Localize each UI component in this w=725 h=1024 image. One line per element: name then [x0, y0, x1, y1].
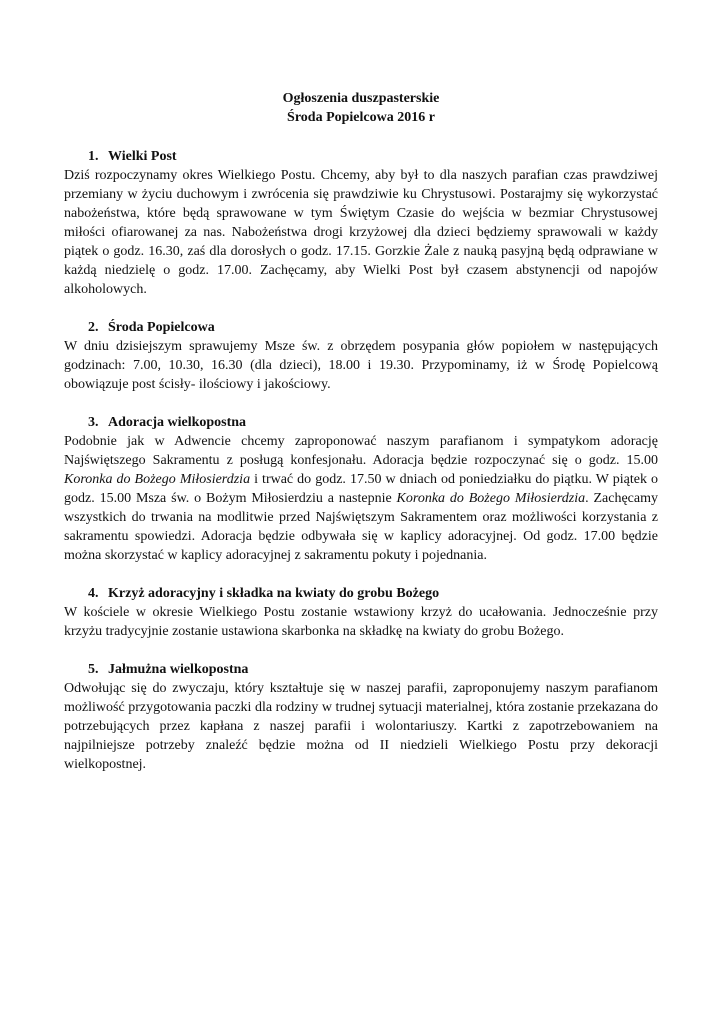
section-heading	[64, 147, 658, 166]
paragraph-text: i trwać do godz. 17.50 w dniach od poniedziałku do piątku. W piątek o godz. 15.00 Msza św. o Bożym Miłosierdziu a nastepnie	[64, 472, 658, 506]
paragraph-text: Podobnie jak w Adwencie chcemy zaproponować naszym parafianom i sympatykom adorację Najświętszego Sakramentu z posługą konfesjonału. Adoracja będzie rozpoczynać się o godz. 15.00	[64, 434, 658, 468]
section-paragraph	[64, 432, 658, 565]
section-heading-text: Adoracja wielkopostna	[108, 415, 247, 430]
section-jalmuzna	[64, 660, 658, 774]
section-heading	[64, 660, 658, 679]
document-page	[64, 89, 658, 793]
section-heading	[64, 413, 658, 432]
section-heading	[64, 318, 658, 337]
document-title: Ogłoszenia duszpasterskie	[282, 91, 440, 106]
section-heading	[64, 584, 658, 603]
section-heading-text: Krzyż adoracyjny i składka na kwiaty do grobu Bożego	[108, 586, 440, 601]
section-number: 3.	[88, 415, 99, 430]
section-krzyz-adoracyjny	[64, 584, 658, 641]
section-number: 2.	[88, 320, 99, 335]
section-paragraph: Dziś rozpoczynamy okres Wielkiego Postu. Chcemy, aby był to dla naszych parafian czas prawdziwej przemiany w życiu duchowym i zwrócenia się prawdziwie ku Chrystusowi. Postarajmy się wykorzystać nabożeństwa, które będą sprawowane w tym Świętym Czasie do wejścia w bezmiar Chrystusowej miłości ofiarowanej za nas. Nabożeństwa drogi krzyżowej dla dzieci będziemy sprawowali w każdy piątek o godz. 16.30, zaś dla dorosłych o godz. 17.15. Gorzkie Żale z nauką pasyjną będą odprawiane w każdą niedzielę o godz. 17.00. Zachęcamy, aby Wielki Post był czasem abstynencji od napojów alkoholowych.	[64, 168, 658, 297]
section-number: 4.	[88, 586, 99, 601]
section-number: 1.	[88, 149, 99, 164]
section-paragraph: W dniu dzisiejszym sprawujemy Msze św. z obrzędem posypania głów popiołem w następujących godzinach: 7.00, 10.30, 16.30 (dla dzieci), 18.00 i 19.30. Przypominamy, iż w Środę Popielcową obowiązuje post ścisły- ilościowy i jakościowy.	[64, 339, 658, 392]
section-heading-text: Jałmużna wielkopostna	[108, 662, 249, 677]
paragraph-text: . Zachęcamy wszystkich do trwania na modlitwie przed Najświętszym Sakramentem oraz możliwości korzystania z sakramentu spowiedzi. Adoracja będzie odbywała się w kaplicy adoracyjnej. Od godz. 17.00 będzie można skorzystać w kaplicy adoracyjnej z sakramentu pokuty i pojednania.	[64, 491, 658, 563]
section-adoracja	[64, 413, 658, 565]
paragraph-italic-text: Koronka do Bożego Miłosierdzia	[64, 472, 251, 487]
section-heading-text: Wielki Post	[108, 149, 177, 164]
section-wielki-post	[64, 147, 658, 299]
document-subtitle: Środa Popielcowa 2016 r	[287, 110, 435, 125]
section-paragraph: W kościele w okresie Wielkiego Postu zostanie wstawiony krzyż do ucałowania. Jednocześnie przy krzyżu tradycyjnie zostanie ustawiona skarbonka na składkę na kwiaty do grobu Bożego.	[64, 605, 658, 639]
paragraph-italic-text: Koronka do Bożego Miłosierdzia	[396, 491, 586, 506]
section-number: 5.	[88, 662, 99, 677]
section-sroda-popielcowa	[64, 318, 658, 394]
section-heading-text: Środa Popielcowa	[108, 320, 215, 335]
section-paragraph: Odwołując się do zwyczaju, który kształtuje się w naszej parafii, zaproponujemy naszym parafianom możliwość przygotowania paczki dla rodziny w trudnej sytuacji materialnej, która zostanie przekazana do potrzebujących przez kapłana z naszej parafii i wolontariuszy. Kartki z zapotrzebowaniem na najpilniejsze potrzeby znaleźć będzie można od II niedzieli Wielkiego Postu przy dekoracji wielkopostnej.	[64, 681, 658, 772]
